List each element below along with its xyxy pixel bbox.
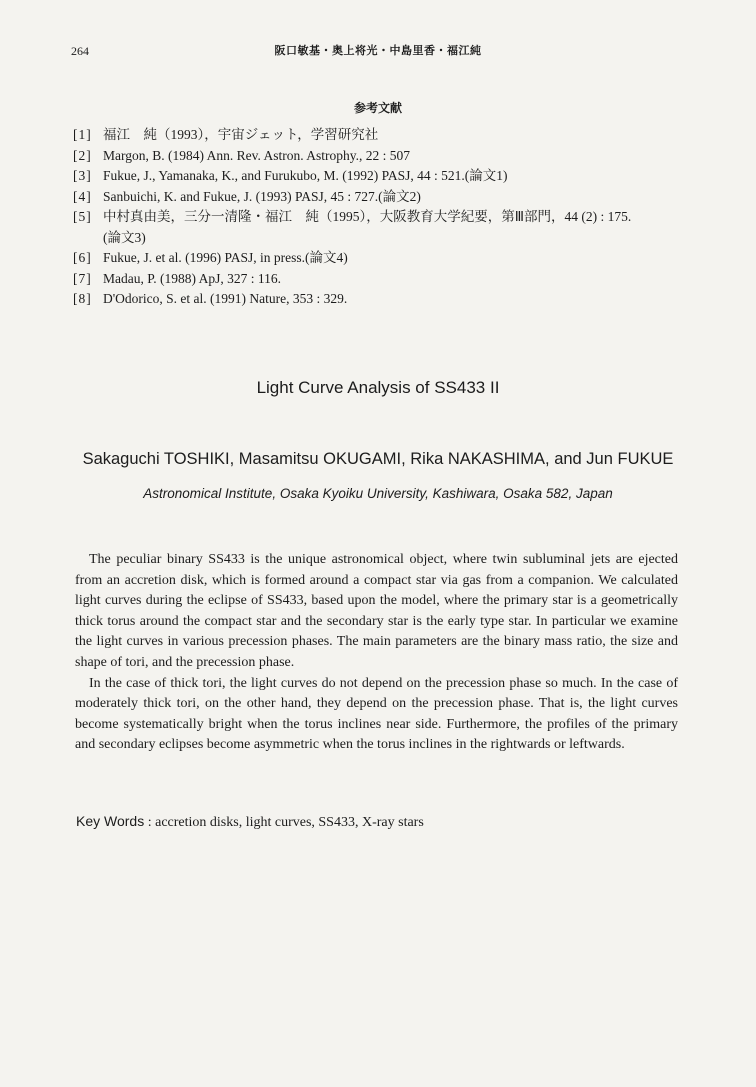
reference-number: [7] [73, 270, 92, 286]
reference-item [73, 248, 673, 269]
reference-text: Fukue, J. et al. (1996) PASJ, in press.(論文4) [103, 250, 348, 265]
references-heading: 参考文献 [353, 101, 402, 115]
reference-item [73, 289, 673, 310]
article-affiliation: Astronomical Institute, Osaka Kyoiku University, Kashiwara, Osaka 582, Japan [143, 486, 613, 501]
reference-text: Fukue, J., Yamanaka, K., and Furukubo, M. (1992) PASJ, 44 : 521.(論文1) [103, 168, 508, 183]
abstract [75, 550, 678, 756]
reference-text: 中村真由美，三分一清隆・福江 純（1995），大阪教育大学紀要，第Ⅲ部門，44 (2) : 175. [103, 209, 632, 224]
reference-item [73, 269, 673, 290]
reference-item [73, 166, 673, 187]
keywords-text: : accretion disks, light curves, SS433, X-ray stars [147, 815, 424, 830]
page-number: 264 [71, 44, 89, 58]
keywords [76, 813, 424, 831]
abstract-paragraph: In the case of thick tori, the light curves do not depend on the precession phase so much. In the case of moderately thick tori, on the other hand, they depend on the precession phase. That is, the light curves become systematically bright when the torus inclines near side. Furthermore, the profiles of the primary and secondary eclipses become asymmetric when the torus inclines in the rightwards or leftwards. [75, 675, 678, 753]
reference-number: [2] [73, 147, 92, 163]
reference-text: D'Odorico, S. et al. (1991) Nature, 353 : 329. [103, 291, 348, 306]
reference-text: Madau, P. (1988) ApJ, 327 : 116. [103, 270, 281, 286]
reference-list [73, 125, 673, 310]
keywords-label: Key Words [76, 813, 145, 829]
abstract-paragraph: The peculiar binary SS433 is the unique astronomical object, where twin subluminal jets are ejected from an accretion disk, which is formed around a compact star via gas from a companion. We calculated light curves during the eclipse of SS433, based upon the model, where the primary star is a geometrically thick torus around the compact star and the secondary star is the early type star. In particular we examine the light curves in various precession phases. The main parameters are the binary mass ratio, the size and shape of tori, and the precession phase. [75, 552, 678, 670]
reference-number: [8] [73, 291, 92, 306]
running-head: 阪口敏基・奥上将光・中島里香・福江純 [274, 44, 482, 57]
article-authors: Sakaguchi TOSHIKI, Masamitsu OKUGAMI, Rika NAKASHIMA, and Jun FUKUE [82, 450, 674, 468]
reference-item [73, 146, 673, 167]
article-title: Light Curve Analysis of SS433 II [256, 378, 500, 397]
reference-item [73, 207, 673, 228]
reference-text: Margon, B. (1984) Ann. Rev. Astron. Astrophy., 22 : 507 [103, 147, 410, 163]
reference-continuation: (論文3) [103, 229, 146, 245]
reference-item-continuation [73, 228, 673, 249]
reference-number: [4] [73, 188, 92, 204]
reference-text: Sanbuichi, K. and Fukue, J. (1993) PASJ, 45 : 727.(論文2) [103, 188, 421, 204]
reference-text: 福江 純（1993），宇宙ジェット，学習研究社 [103, 127, 379, 142]
reference-number: [6] [73, 250, 92, 265]
reference-number: [1] [73, 127, 92, 142]
reference-item [73, 125, 673, 146]
reference-item [73, 187, 673, 208]
reference-number: [5] [73, 209, 92, 224]
reference-number: [3] [73, 168, 92, 183]
